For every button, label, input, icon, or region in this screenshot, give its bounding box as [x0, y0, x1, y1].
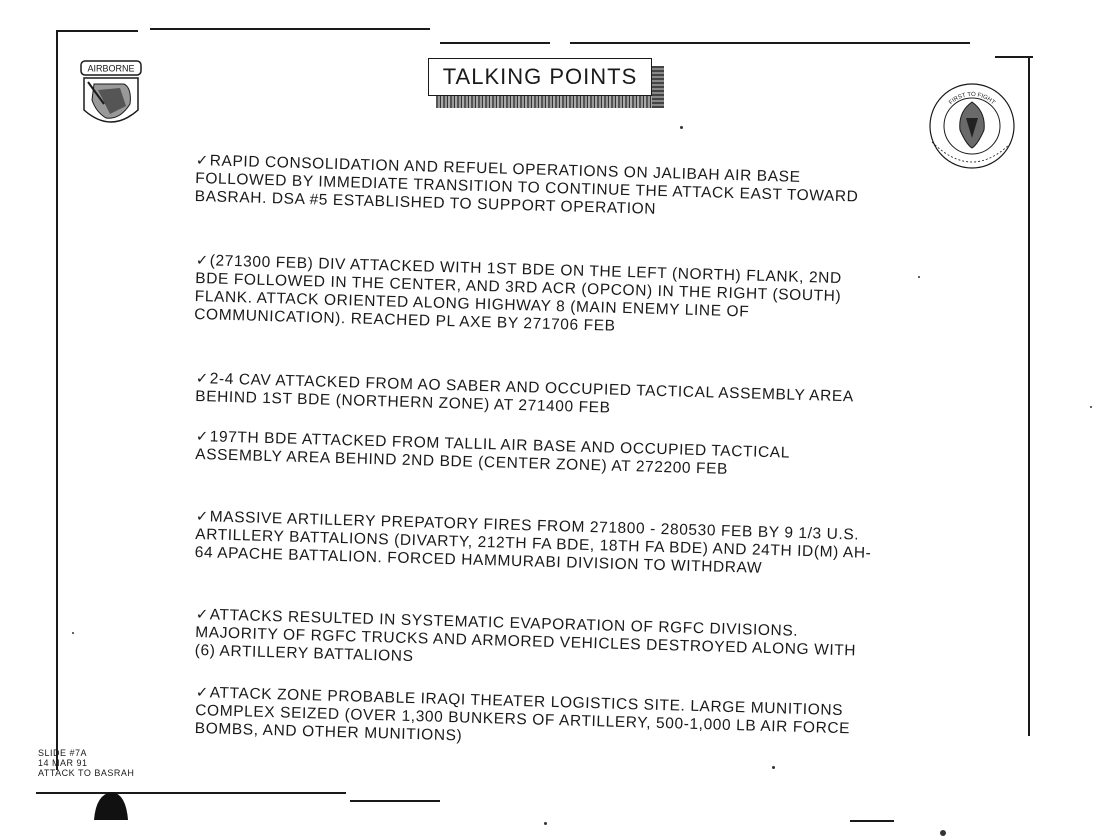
talking-point-2 [194, 252, 876, 343]
seal-motto: FIRST TO FIGHT [948, 91, 996, 107]
division-seal [928, 82, 1016, 170]
talking-point-3 [195, 370, 876, 425]
talking-point-4 [195, 428, 876, 483]
title-box [428, 58, 652, 96]
frame-bottom-mid [350, 800, 440, 802]
talking-point-text: 197TH BDE ATTACKED FROM TALLIL AIR BASE AND OCCUPIED TACTICAL ASSEMBLY AREA BEHIND 2ND BDE (CENTER ZONE) AT 272200 FEB [195, 428, 790, 478]
check-icon: ✓ [195, 370, 210, 388]
scan-speck [680, 126, 683, 129]
check-icon: ✓ [195, 684, 210, 702]
scan-speck [1090, 406, 1092, 408]
airborne-label: AIRBORNE [87, 63, 135, 74]
check-icon: ✓ [195, 606, 210, 624]
talking-point-text: ATTACKS RESULTED IN SYSTEMATIC EVAPORATION OF RGFC DIVISIONS. MAJORITY OF RGFC TRUCKS AND ARMORED VEHICLES DESTROYED ALONG WITH (6) ARTILLERY BATTALIONS [194, 606, 857, 666]
scan-speck [772, 766, 775, 769]
frame-top-center [150, 28, 430, 30]
scan-speck [918, 276, 920, 278]
check-icon: ✓ [195, 152, 210, 170]
scan-speck [72, 632, 74, 634]
slide-date: 14 MAR 91 [38, 758, 88, 768]
talking-point-text: ATTACK ZONE PROBABLE IRAQI THEATER LOGISTICS SITE. LARGE MUNITIONS COMPLEX SEIZED (OVER 1,300 BUNKERS OF ARTILLERY, 500-1,000 LB AIR FORCE BOMBS, AND OTHER MUNITIONS) [194, 684, 851, 745]
frame-top-right [570, 42, 970, 44]
frame-bottom [36, 792, 346, 794]
airborne-emblem [80, 60, 142, 132]
talking-point-6 [194, 606, 875, 679]
frame-top-mid [440, 42, 550, 44]
slide-subject: ATTACK TO BASRAH [38, 768, 135, 778]
title-shadow-side [652, 66, 664, 108]
talking-point-1 [194, 152, 875, 225]
talking-point-5 [194, 508, 875, 581]
talking-point-text: MASSIVE ARTILLERY PREPATORY FIRES FROM 271800 - 280530 FEB BY 9 1/3 U.S. ARTILLERY BATTALIONS (DIVARTY, 212TH FA BDE, 18TH FA BDE) AND 24TH ID(M) AH-64 APACHE BATTALION. FORCED HAMMURABI DIVISION TO WITHDRAW [194, 508, 872, 577]
frame-bottom-right [850, 820, 894, 822]
page-title: TALKING POINTS [442, 64, 638, 89]
frame-right [1028, 56, 1030, 736]
check-icon: ✓ [195, 428, 210, 446]
check-icon: ✓ [195, 252, 210, 270]
talking-point-text: 2-4 CAV ATTACKED FROM AO SABER AND OCCUPIED TACTICAL ASSEMBLY AREA BEHIND 1ST BDE (NORTHERN ZONE) AT 271400 FEB [195, 370, 854, 417]
frame-left [56, 30, 58, 770]
slide-number: SLIDE #7A [38, 748, 88, 758]
talking-point-text: RAPID CONSOLIDATION AND REFUEL OPERATIONS ON JALIBAH AIR BASE FOLLOWED BY IMMEDIATE TRANSITION TO CONTINUE THE ATTACK EAST TOWARD BASRAH. DSA #5 ESTABLISHED TO SUPPORT OPERATION [194, 152, 859, 218]
talking-point-text: (271300 FEB) DIV ATTACKED WITH 1ST BDE ON THE LEFT (NORTH) FLANK, 2ND BDE FOLLOWED IN THE CENTER, AND 3RD ACR (OPCON) IN THE RIGHT (SOUTH) FLANK. ATTACK ORIENTED ALONG HIGHWAY 8 (MAIN ENEMY LINE OF COMMUNICATION). REACHED PL AXE BY 271706 FEB [194, 252, 842, 335]
talking-point-7 [194, 684, 875, 757]
scan-blot [92, 790, 130, 820]
slide-footer [38, 748, 134, 778]
scan-speck [544, 822, 547, 825]
scan-speck [940, 830, 946, 836]
frame-top-left [58, 30, 138, 32]
check-icon: ✓ [195, 508, 210, 526]
